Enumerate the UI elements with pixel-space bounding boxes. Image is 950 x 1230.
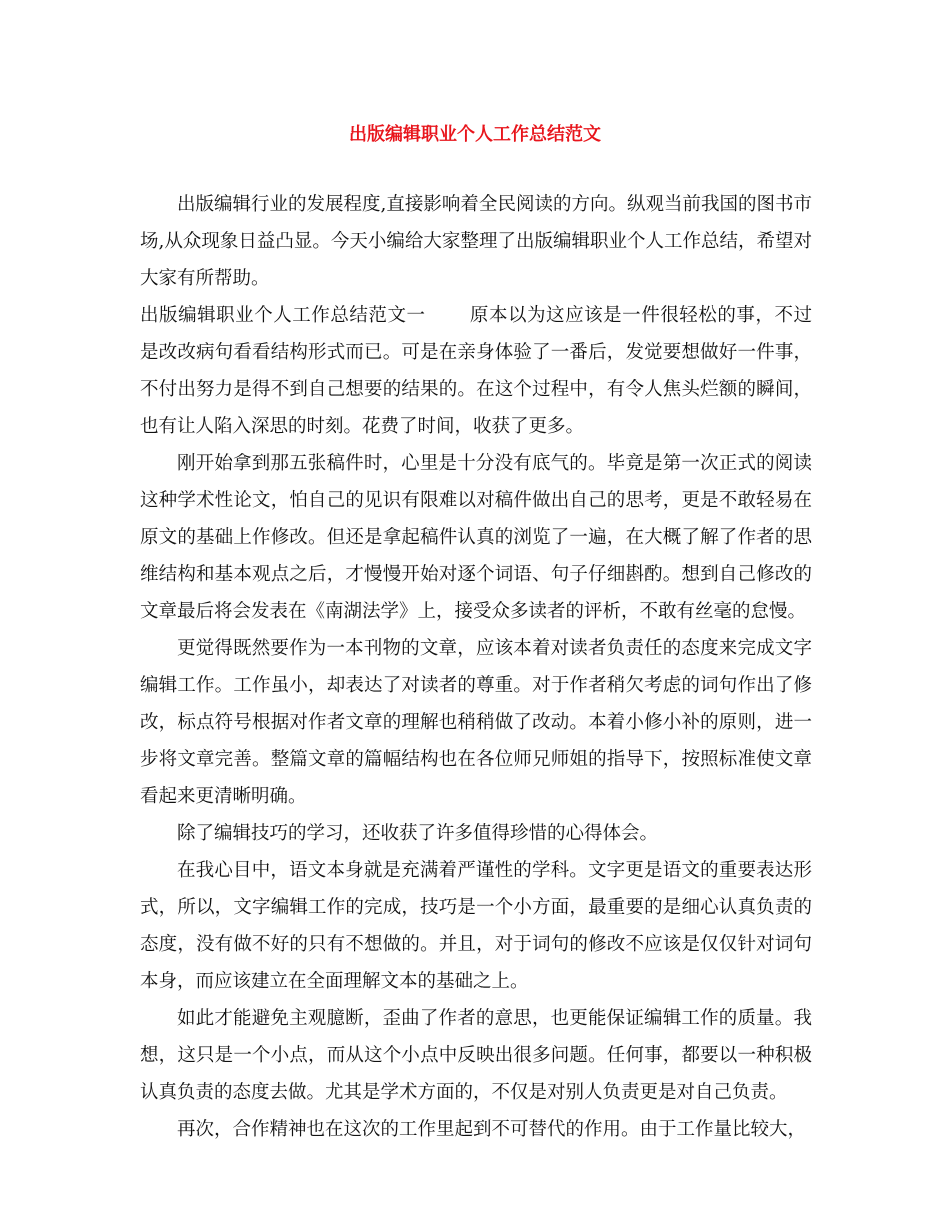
- body-paragraph: 在我心目中，语文本身就是充满着严谨性的学科。文字更是语文的重要表达形式，所以，文字编辑工作的完成，技巧是一个小方面，最重要的是细心认真负责的态度，没有做不好的只有不想做的。并且，对于词句的修改不应该是仅仅针对词句本身，而应该建立在全面理解文本的基础之上。: [140, 860, 812, 992]
- body-paragraph: 刚开始拿到那五张稿件时，心里是十分没有底气的。毕竟是第一次正式的阅读这种学术性论文，怕自己的见识有限难以对稿件做出自己的思考，更是不敢轻易在原文的基础上作修改。但还是拿起稿件认真的浏览了一遍，在大概了解了作者的思维结构和基本观点之后，才慢慢开始对逐个词语、句子仔细斟酌。想到自己修改的文章最后将会发表在《南湖法学》上，接受众多读者的评析，不敢有丝毫的怠慢。: [140, 453, 812, 622]
- body-paragraph: 如此才能避免主观臆断，歪曲了作者的意思，也更能保证编辑工作的质量。我想，这只是一个小点，而从这个小点中反映出很多问题。任何事，都要以一种积极认真负责的态度去做。尤其是学术方面的，不仅是对别人负责更是对自己负责。: [140, 1008, 812, 1103]
- document-body: [140, 186, 812, 1148]
- section-first-paragraph: [140, 297, 812, 445]
- section-heading: 出版编辑职业个人工作总结范文一: [140, 305, 426, 326]
- body-paragraph: 除了编辑技巧的学习，还收获了许多值得珍惜的心得体会。: [177, 823, 659, 844]
- section-first-text: 原本以为这应该是一件很轻松的事，不过是改改病句看看结构形式而已。可是在亲身体验了一番后，发觉要想做好一件事，不付出努力是得不到自己想要的结果的。在这个过程中，有令人焦头烂额的瞬间，也有让人陷入深思的时刻。花费了时间，收获了更多。: [140, 305, 812, 437]
- intro-paragraph: 出版编辑行业的发展程度,直接影响着全民阅读的方向。纵观当前我国的图书市场,从众现象日益凸显。今天小编给大家整理了出版编辑职业个人工作总结，希望对大家有所帮助。: [140, 194, 812, 289]
- document-title: 出版编辑职业个人工作总结范文: [349, 124, 601, 145]
- body-paragraph: 更觉得既然要作为一本刊物的文章，应该本着对读者负责任的态度来完成文字编辑工作。工作虽小，却表达了对读者的尊重。对于作者稍欠考虑的词句作出了修改，标点符号根据对作者文章的理解也稍稍做了改动。本着小修小补的原则，进一步将文章完善。整篇文章的篇幅结构也在各位师兄师姐的指导下，按照标准使文章看起来更清晰明确。: [140, 638, 812, 807]
- body-paragraph: 再次，合作精神也在这次的工作里起到不可替代的作用。由于工作量比较大，: [177, 1119, 807, 1140]
